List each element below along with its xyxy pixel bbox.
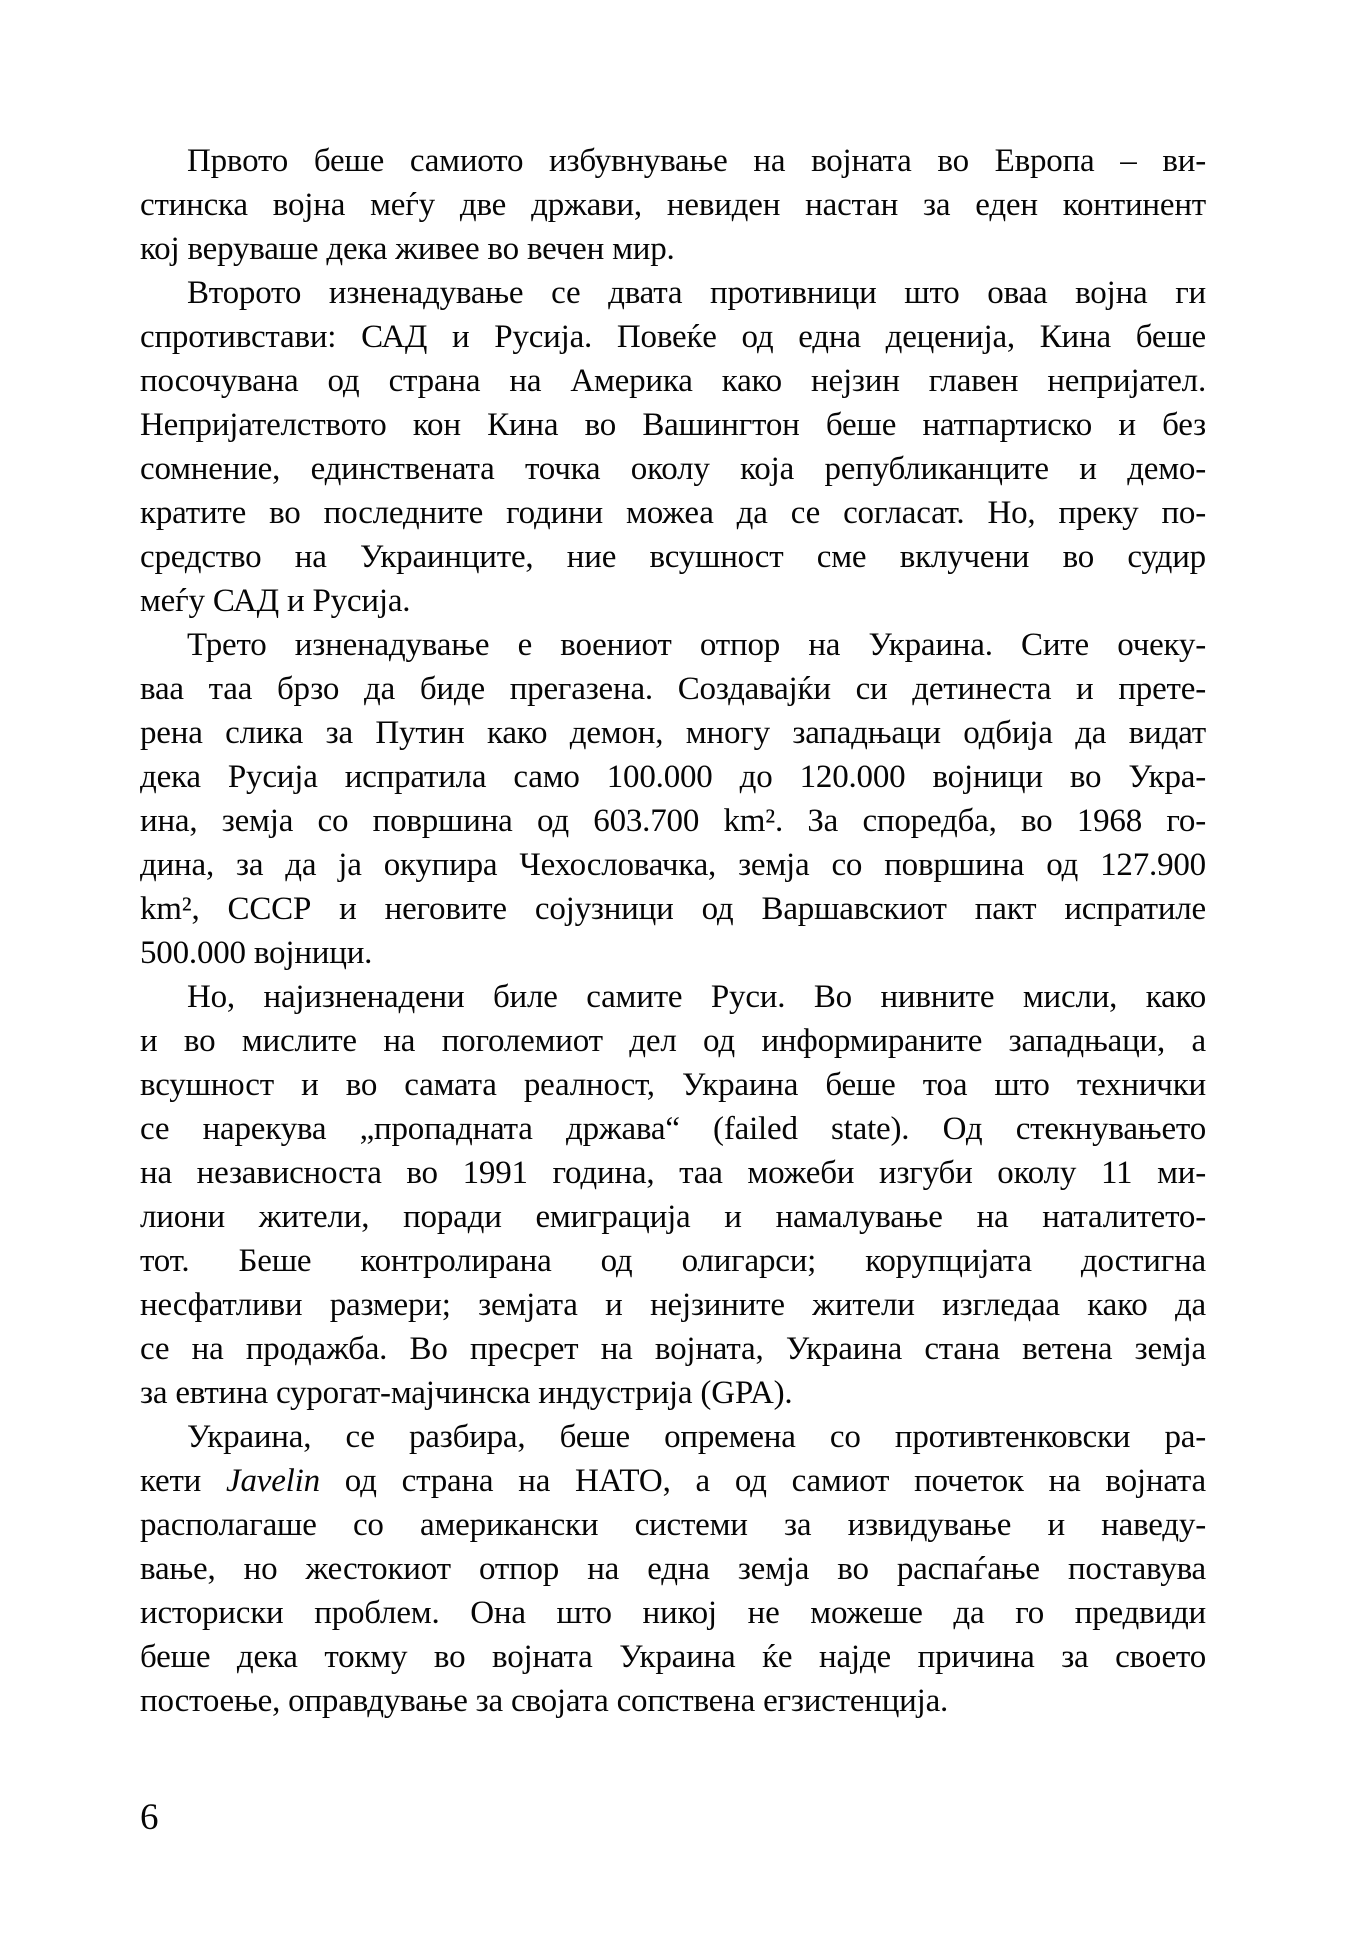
text-line: Непријателството кон Кина во Вашингтон беше натпартиско и без: [140, 407, 1206, 443]
text-line: посочувана од страна на Америка како нејзин главен непријател.: [140, 363, 1206, 399]
text-line: беше дека токму во војната Украина ќе најде причина за своето: [140, 1639, 1206, 1675]
text-line: располагаше со американски системи за извидување и наведу-: [140, 1507, 1206, 1543]
paragraph: [140, 975, 1206, 1415]
text-line: спротивстави: САД и Русија. Повеќе од една деценија, Кина беше: [140, 319, 1206, 355]
paragraph: [140, 623, 1206, 975]
text-line: стинска војна меѓу две држави, невиден настан за еден континент: [140, 187, 1206, 223]
text-line: дека Русија испратила само 100.000 до 120.000 војници во Укра-: [140, 759, 1206, 795]
page-number: 6: [140, 1797, 159, 1838]
text-line: постоење, оправдување за својата сопствена егзистенција.: [140, 1683, 949, 1719]
text-line: Украина, се разбира, беше опремена со противтенковски ра-: [187, 1419, 1206, 1455]
text-line: се на продажба. Во пресрет на војната, Украина стана ветена земја: [140, 1331, 1206, 1367]
text-line: вање, но жестокиот отпор на една земја во распаѓање поставува: [140, 1551, 1206, 1587]
text-line: за евтина сурогат-мајчинска индустрија (GPA).: [140, 1375, 793, 1411]
text-line: меѓу САД и Русија.: [140, 583, 411, 619]
text-line: историски проблем. Она што никој не можеше да го предвиди: [140, 1595, 1206, 1631]
text-line: се нарекува „пропадната држава“ (failed state). Од стекнувањето: [140, 1111, 1206, 1147]
text-line: кратите во последните години можеа да се согласат. Но, преку по-: [140, 495, 1206, 531]
text-line: рена слика за Путин како демон, многу западњаци одбија да видат: [140, 715, 1206, 751]
paragraph: [140, 271, 1206, 623]
text-line: несфатливи размери; земјата и нејзините жители изгледаа како да: [140, 1287, 1206, 1323]
text-line: сомнение, единствената точка околу која републиканците и демо-: [140, 451, 1206, 487]
text-line: 500.000 војници.: [140, 935, 373, 971]
text-line: ина, земја со површина од 603.700 km². За споредба, во 1968 го-: [140, 803, 1206, 839]
text-line: всушност и во самата реалност, Украина беше тоа што технички: [140, 1067, 1206, 1103]
text-line: и во мислите на поголемиот дел од информираните западњаци, а: [140, 1023, 1206, 1059]
text-line: дина, за да ја окупира Чехословачка, земја со површина од 127.900: [140, 847, 1206, 883]
text-line: средство на Украинците, ние всушност сме вклучени во судир: [140, 539, 1206, 575]
text-line: лиони жители, поради емиграција и намалување на наталитето-: [140, 1199, 1206, 1235]
text-line: Но, најизненадени биле самите Руси. Во нивните мисли, како: [187, 979, 1206, 1015]
paragraph: [140, 1415, 1206, 1723]
text-line: кети Javelin од страна на НАТО, а од самиот почеток на војната: [140, 1463, 1206, 1499]
text-line: Првото беше самиото избувнување на војната во Европа – ви-: [187, 143, 1206, 179]
text-line: на независноста во 1991 година, таа можеби изгуби околу 11 ми-: [140, 1155, 1206, 1191]
text-line: km², СССР и неговите сојузници од Варшавскиот пакт испратиле: [140, 891, 1206, 927]
paragraph: [140, 139, 1206, 271]
text-line: кој веруваше дека живее во вечен мир.: [140, 231, 675, 267]
text-line: тот. Беше контролирана од олигарси; корупцијата достигна: [140, 1243, 1206, 1279]
text-block: [140, 139, 1206, 1723]
text-line: Второто изненадување се двата противници што оваа војна ги: [187, 275, 1206, 311]
text-line: Трето изненадување е воениот отпор на Украина. Сите очеку-: [187, 627, 1206, 663]
text-line: ваа таа брзо да биде прегазена. Создавајќи си детинеста и прете-: [140, 671, 1206, 707]
